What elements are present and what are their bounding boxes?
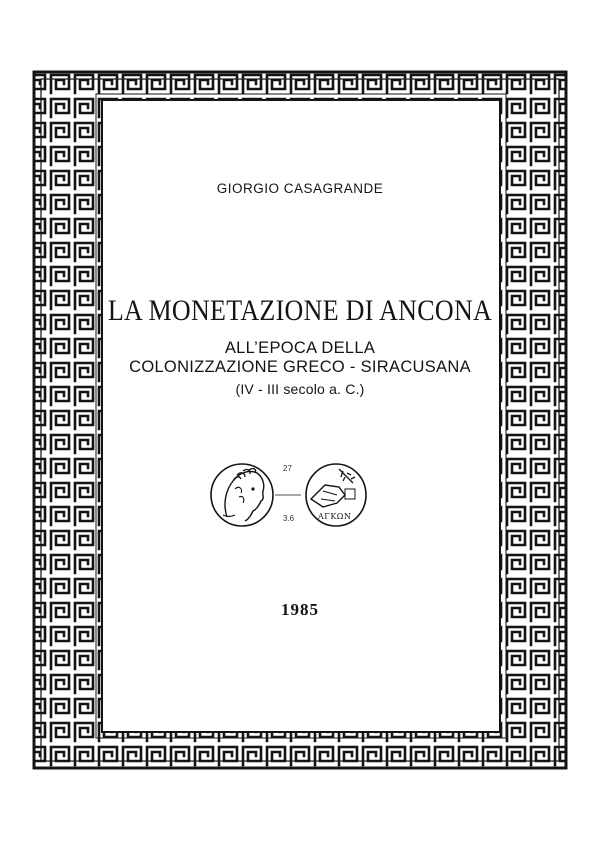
coin-number-top: 27: [283, 464, 292, 473]
subtitle-period: (IV - III secolo a. C.): [235, 381, 365, 397]
book-title: LA MONETAZIONE DI ANCONA: [107, 294, 493, 327]
coin-reverse-legend: ΑΓΚΩΝ: [318, 512, 352, 521]
subtitle-line-2: COLONIZZAZIONE GRECO - SIRACUSANA: [129, 358, 471, 376]
coin-reverse: [306, 464, 366, 526]
subtitle-line-1: ALL’EPOCA DELLA: [224, 339, 376, 357]
coin-obverse: [211, 464, 273, 526]
publication-year: 1985: [281, 600, 319, 619]
coin-number-bottom: 3.6: [283, 514, 295, 523]
author-name: GIORGIO CASAGRANDE: [216, 181, 384, 196]
coin-illustration: [205, 455, 385, 535]
